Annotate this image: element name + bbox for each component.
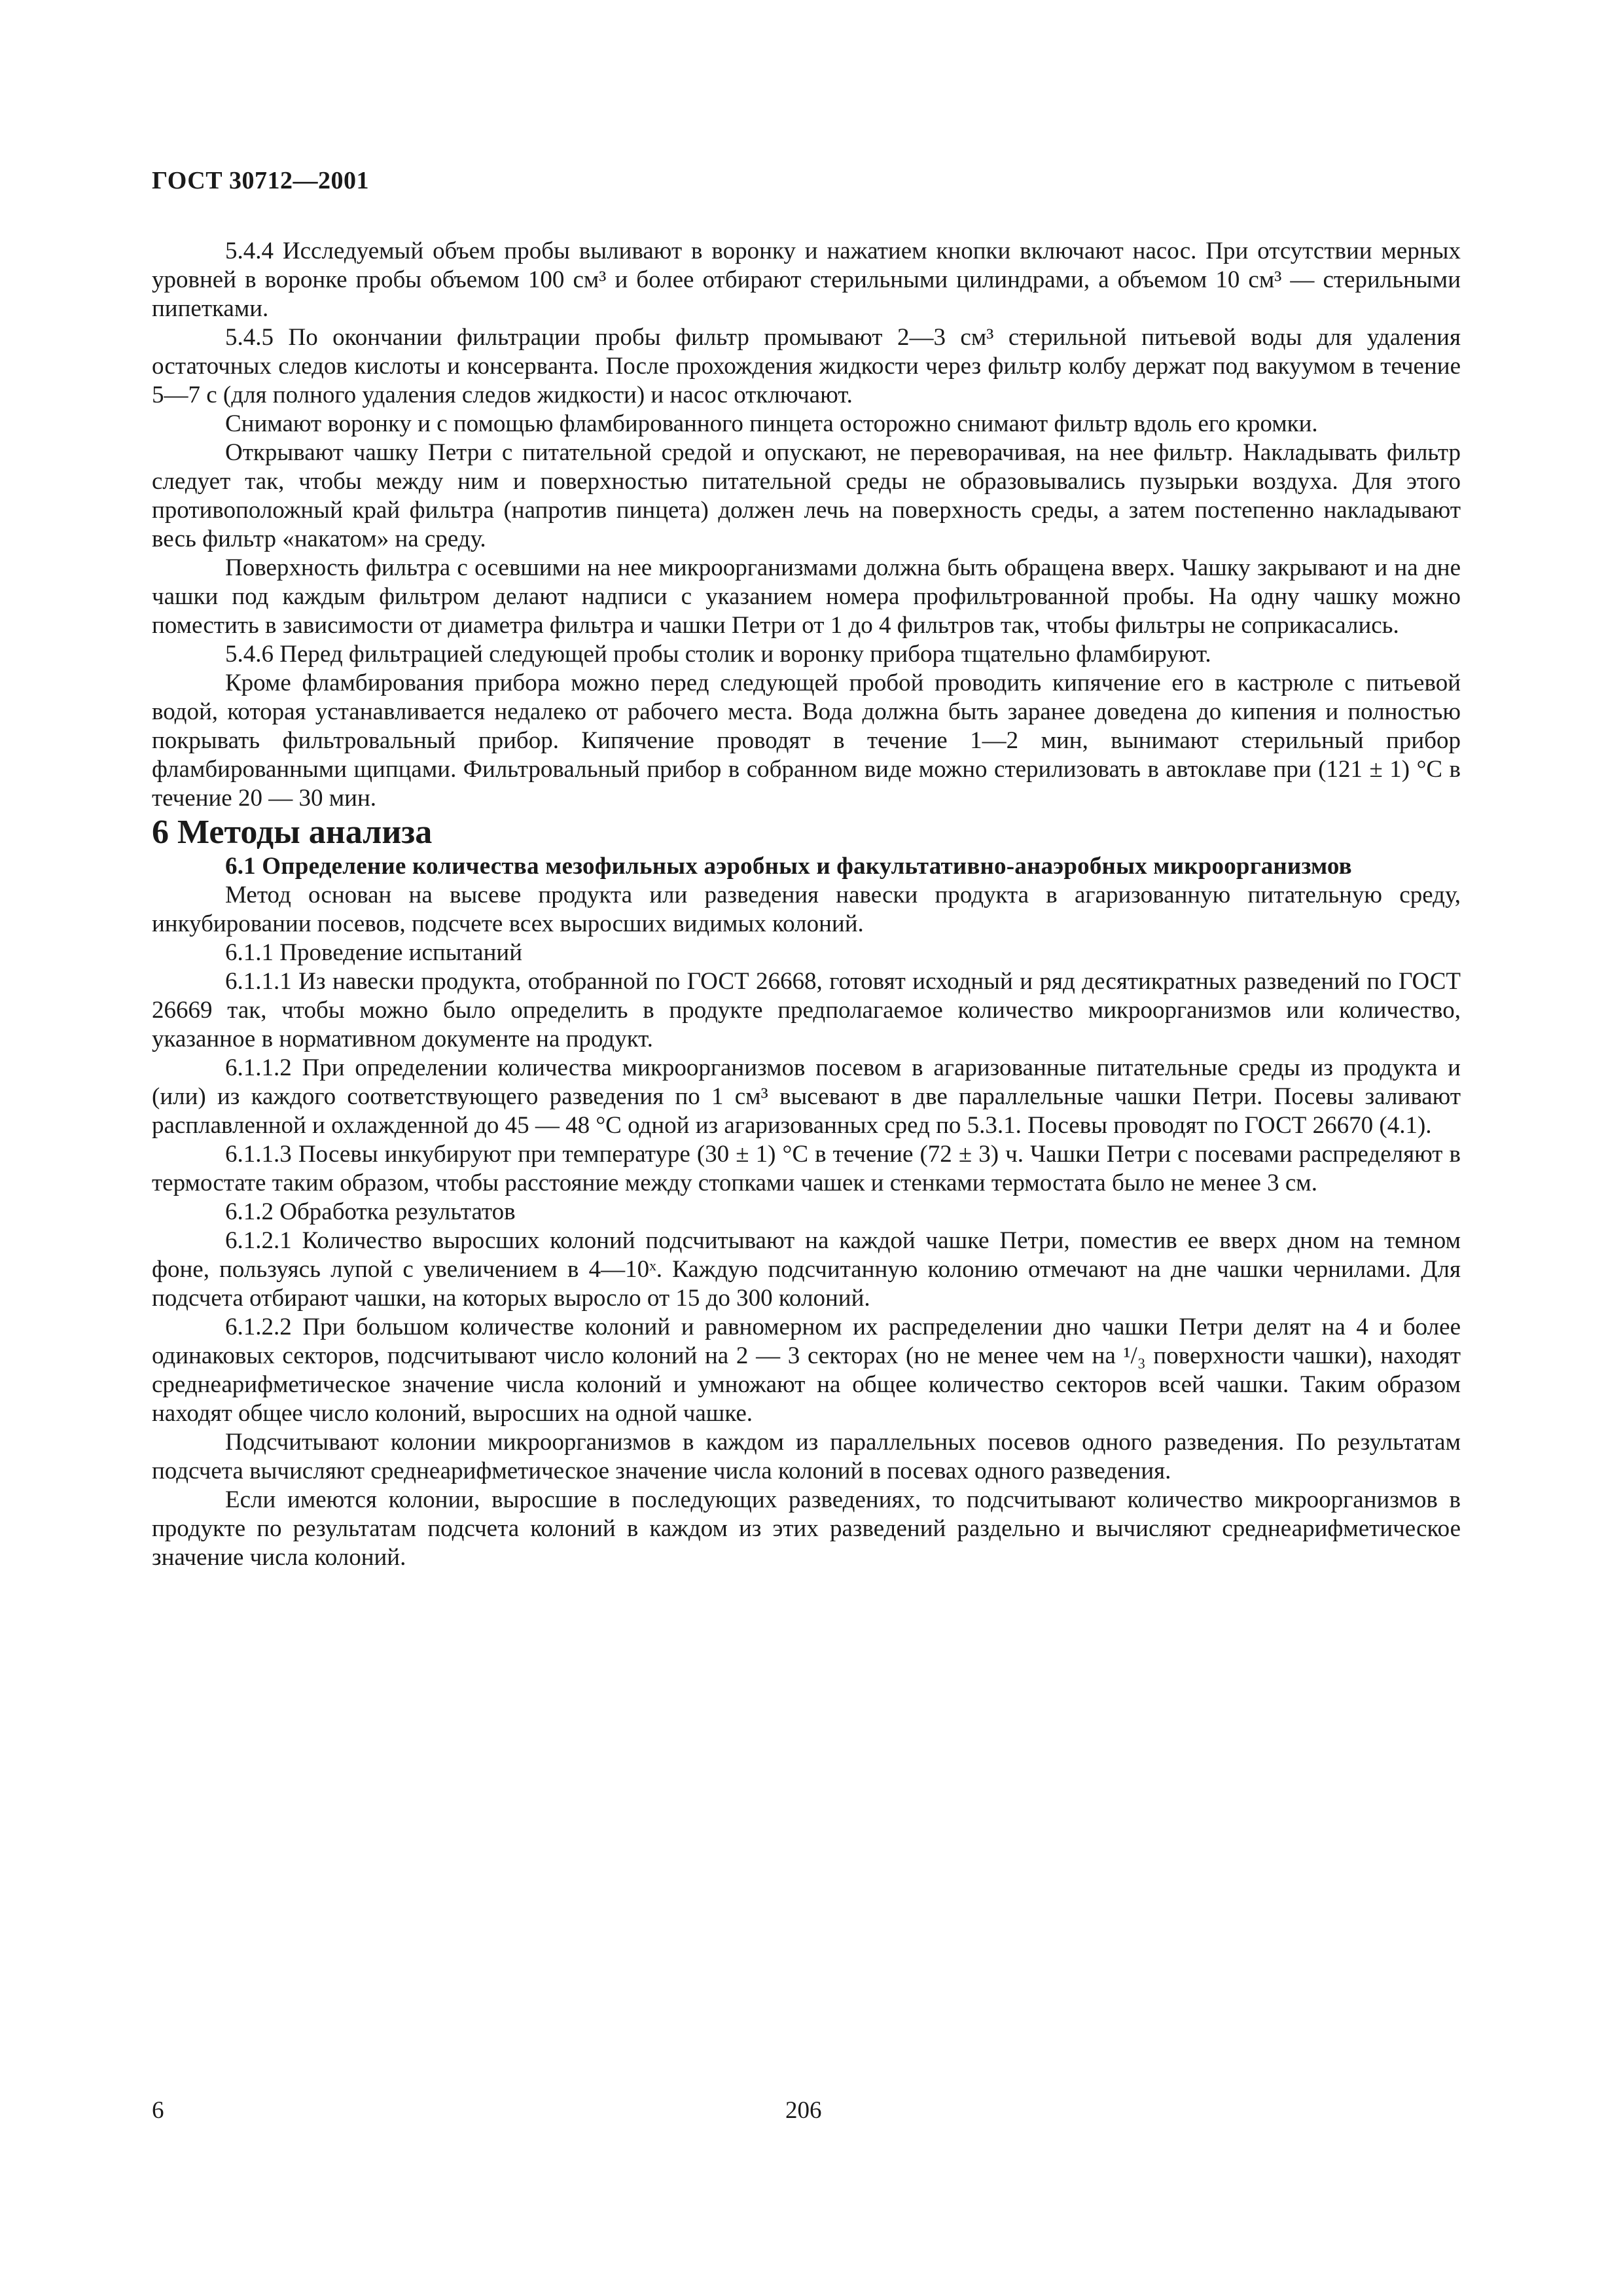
paragraph-open-petri-dish: Открывают чашку Петри с питательной средой и опускают, не переворачивая, на нее фильтр. Накладывать фильтр следует так, чтобы между ним и поверхностью питательной среды не образовывались пузырьки воздуха. Для этого противоположный край фильтра (напротив пинцета) должен лечь на поверхность среды, а затем постепенно накладывают весь фильтр «накатом» на среду. (152, 439, 1461, 552)
paragraph-subsequent-dilutions: Если имеются колонии, выросшие в последующих разведениях, то подсчитывают количество микроорганизмов в продукте по результатам подсчета колоний в каждом из этих разведений раздельно и вычисляют среднеарифметическое значение числа колоний. (152, 1486, 1461, 1571)
paragraph-filter-surface: Поверхность фильтра с осевшими на нее микроорганизмами должна быть обращена вверх. Чашку закрывают и на дне чашки под каждым фильтром делают надписи с указанием номера профильтрованной пробы. На одну чашку можно поместить в зависимости от диаметра фильтра и чашки Петри от 1 до 4 фильтров так, чтобы фильтры не соприкасались. (152, 554, 1461, 639)
page-number: 6 (152, 2097, 164, 2124)
paragraph-6-1-2: 6.1.2 Обработка результатов (225, 1198, 516, 1225)
paragraph-count-parallel: Подсчитывают колонии микроорганизмов в каждом из параллельных посевов одного разведения. По результатам подсчета вычисляют среднеарифметическое значение числа колоний в посевах одного разведения. (152, 1429, 1461, 1484)
paragraph-6-1-2-1: 6.1.2.1 Количество выросших колоний подсчитывают на каждой чашке Петри, поместив ее вверх дном на темном фоне, пользуясь лупой с увеличением в 4—10ˣ. Каждую подсчитанную колонию отмечают на дне чашки чернилами. Для подсчета отбирают чашки, на которых выросло от 15 до 300 колоний. (152, 1227, 1461, 1312)
paragraph-5-4-6: 5.4.6 Перед фильтрацией следующей пробы столик и воронку прибора тщательно фламбируют. (225, 641, 1211, 668)
paragraph-boiling: Кроме фламбирования прибора можно перед следующей пробой проводить кипячение его в кастрюле с питьевой водой, которая устанавливается недалеко от рабочего места. Вода должна быть заранее доведена до кипения и полностью покрывать фильтровальный прибор. Кипячение проводят в течение 1—2 мин, вынимают стерильный прибор фламбированными щипцами. Фильтровальный прибор в собранном виде можно стерилизовать в автоклаве при (121 ± 1) °С в течение 20 — 30 мин. (152, 670, 1461, 812)
paragraph-6-1-1-3: 6.1.1.3 Посевы инкубируют при температуре (30 ± 1) °С в течение (72 ± 3) ч. Чашки Петри с посевами распределяют в термостате таким образом, чтобы расстояние между стопками чашек и стенками термостата было не менее 3 см. (152, 1141, 1461, 1196)
document-code-header: ГОСТ 30712—2001 (152, 167, 370, 194)
subsection-6-1-title: 6.1 Определение количества мезофильных аэробных и факультативно-анаэробных микроорганизмов (225, 853, 1352, 880)
paragraph-5-4-5: 5.4.5 По окончании фильтрации пробы фильтр промывают 2—3 см³ стерильной питьевой воды для удаления остаточных следов кислоты и консерванта. После прохождения жидкости через фильтр колбу держат под вакуумом в течение 5—7 с (для полного удаления следов жидкости) и насос отключают. (152, 324, 1461, 408)
paragraph-6-1-2-2: 6.1.2.2 При большом количестве колоний и равномерном их распределении дно чашки Петри делят на 4 и более одинаковых секторов, подсчитывают число колоний на 2 — 3 секторах (но не менее чем на ¹/₃ поверхности чашки), находят среднеарифметическое значение числа колоний и умножают на общее количество секторов всей чашки. Таким образом находят общее число колоний, выросших на одной чашке. (152, 1314, 1461, 1427)
paragraph-5-4-4: 5.4.4 Исследуемый объем пробы выливают в воронку и нажатием кнопки включают насос. При отсутствии мерных уровней в воронке пробы объемом 100 см³ и более отбирают стерильными цилиндрами, а объемом 10 см³ — стерильными пипетками. (152, 238, 1461, 322)
paragraph-method-basis: Метод основан на высеве продукта или разведения навески продукта в агаризованную питательную среду, инкубировании посевов, подсчете всех выросших видимых колоний. (152, 882, 1461, 937)
paragraph-remove-funnel: Снимают воронку и с помощью фламбированного пинцета осторожно снимают фильтр вдоль его кромки. (225, 410, 1318, 437)
paragraph-6-1-1: 6.1.1 Проведение испытаний (225, 939, 523, 966)
section-6-title: 6 Методы анализа (152, 814, 433, 851)
paragraph-6-1-1-1: 6.1.1.1 Из навески продукта, отобранной по ГОСТ 26668, готовят исходный и ряд десятикратных разведений по ГОСТ 26669 так, чтобы можно было определить в продукте предполагаемое количество микроорганизмов или количество, указанное в нормативном документе на продукт. (152, 968, 1461, 1052)
sheet-number: 206 (785, 2097, 822, 2124)
paragraph-6-1-1-2: 6.1.1.2 При определении количества микроорганизмов посевом в агаризованные питательные среды из продукта и (или) из каждого соответствующего разведения по 1 см³ высевают в две параллельные чашки Петри. Посевы заливают расплавленной и охлажденной до 45 — 48 °С одной из агаризованных сред по 5.3.1. Посевы проводят по ГОСТ 26670 (4.1). (152, 1054, 1461, 1139)
document-body (152, 237, 1461, 1572)
